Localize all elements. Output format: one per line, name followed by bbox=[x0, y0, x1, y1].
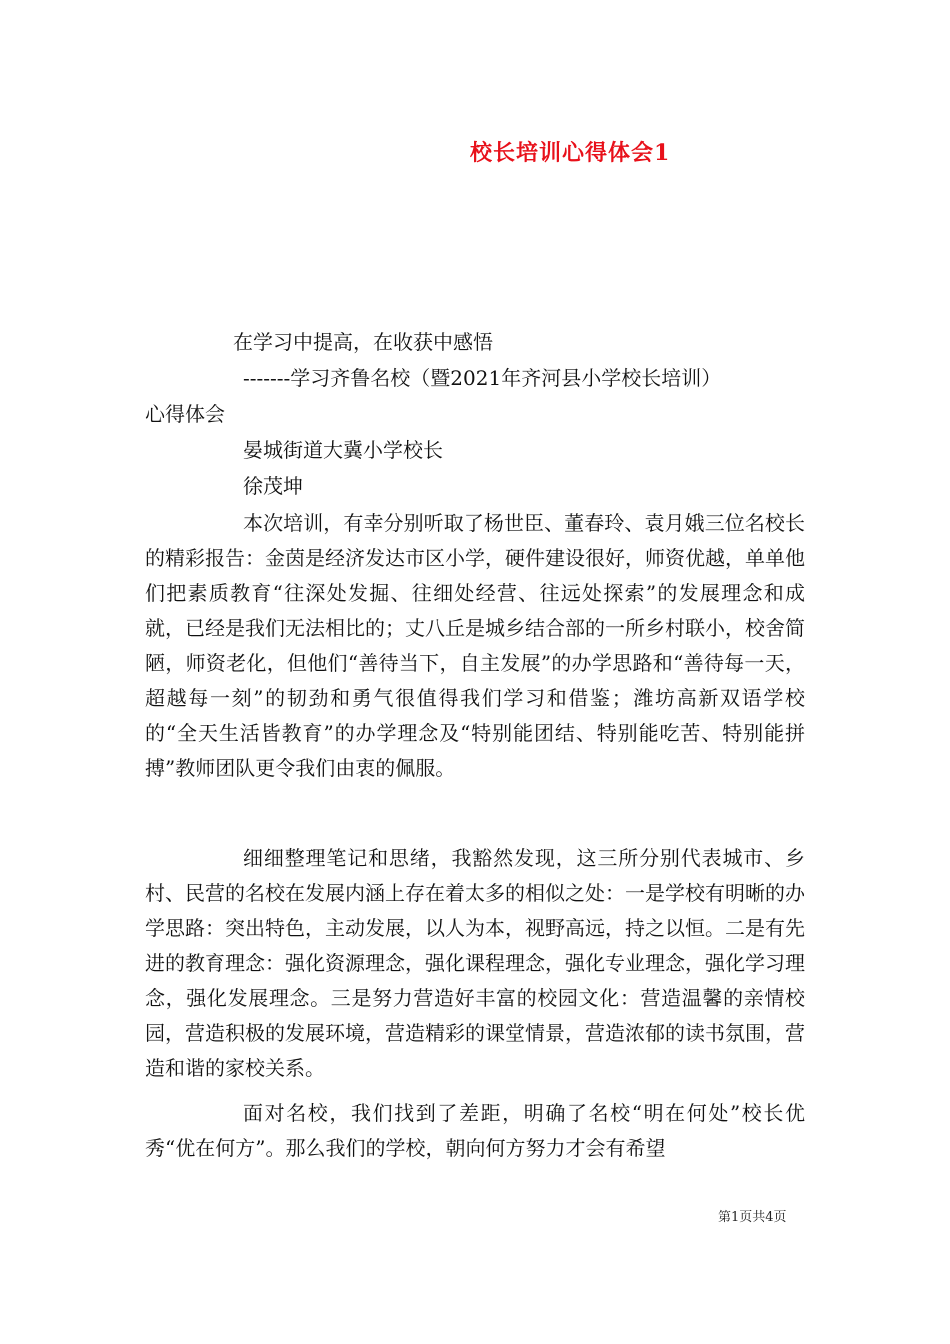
body-paragraph: 细细整理笔记和思绪，我豁然发现，这三所分别代表城市、乡村、民营的名校在发展内涵上存在着太多的相似之处：一是学校有明晰的办学思路：突出特色，主动发展，以人为本，视野高远，持之以恒。二是有先进的教育理念：强化资源理念，强化课程理念，强化专业理念，强化学习理念，强化发展理念。三是努力营造好丰富的校园文化：营造温馨的亲情校园，营造积极的发展环境，营造精彩的课堂情景，营造浓郁的读书氛围，营造和谐的家校关系。 bbox=[145, 846, 805, 1080]
page-number-footer: 第1页共4页 bbox=[718, 1210, 787, 1225]
author-unit: 晏城街道大冀小学校长 bbox=[243, 438, 443, 462]
body-paragraph: 本次培训，有幸分别听取了杨世臣、董春玲、袁月娥三位名校长的精彩报告：金茵是经济发达市区小学，硬件建设很好，师资优越，单单他们把素质教育“往深处发掘、往细处经营、往远处探索”的发展理念和成就，已经是我们无法相比的；丈八丘是城乡结合部的一所乡村联小，校舍简陋，师资老化，但他们“善待当下，自主发展”的办学思路和“善待每一天，超越每一刻”的韧劲和勇气很值得我们学习和借鉴；潍坊高新双语学校的“全天生活皆教育”的办学理念及“特别能团结、特别能吃苦、特别能拼搏”教师团队更令我们由衷的佩服。 bbox=[145, 511, 805, 780]
series-line-continuation: 心得体会 bbox=[145, 402, 225, 426]
author-name: 徐茂坤 bbox=[243, 474, 303, 498]
body-paragraph: 面对名校，我们找到了差距，明确了名校“明在何处”校长优秀“优在何方”。那么我们的学校，朝向何方努力才会有希望 bbox=[145, 1101, 805, 1160]
document-title: 校长培训心得体会1 bbox=[470, 140, 671, 166]
document-subtitle: 在学习中提高，在收获中感悟 bbox=[233, 330, 493, 354]
series-line: -------学习齐鲁名校（暨2021年齐河县小学校长培训） bbox=[243, 366, 722, 390]
